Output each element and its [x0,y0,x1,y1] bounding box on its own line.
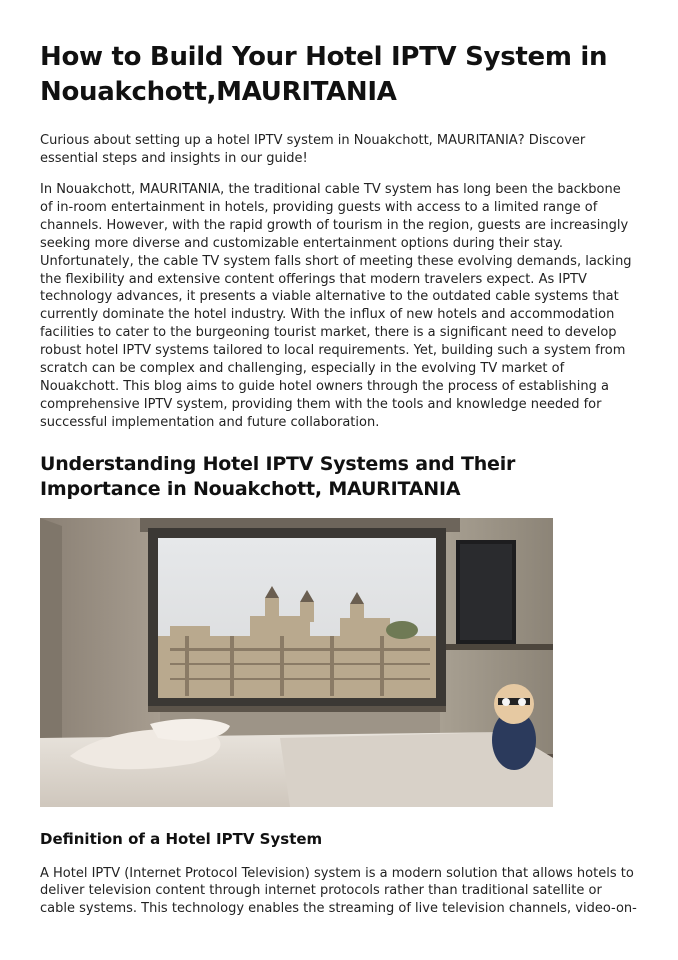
article-intro: Curious about setting up a hotel IPTV system in Nouakchott, MAURITANIA? Discover essential steps and insights in our guide! [40,133,586,166]
subsection-heading: Definition of a Hotel IPTV System [40,829,323,848]
subsection-paragraph: A Hotel IPTV (Internet Protocol Television) system is a modern solution that allows hotels to deliver television content through internet protocols rather than traditional satellite or cable systems. This technology enables the streaming of live television channels, video-on- [40,865,637,916]
article-title: How to Build Your Hotel IPTV System in Nouakchott,MAURITANIA [40,42,608,107]
section-heading: Understanding Hotel IPTV Systems and Their Importance in Nouakchott, MAURITANIA [40,452,516,500]
article-body-paragraph: In Nouakchott, MAURITANIA, the traditional cable TV system has long been the backbone of in-room entertainment in hotels, providing guests with access to a limited range of channels. However, with the rapid growth of tourism in the region, guests are increasingly seeking more diverse and customizable entertainment options during their stay. Unfortunately, the cable TV system falls short of meeting these evolving demands, lacking the flexibility and extensive content offerings that modern travelers expect. As IPTV technology advances, it presents a viable alternative to the outdated cable systems that currently dominate the hotel industry. With the influx of new hotels and accommodation facilities to cater to the burgeoning tourist market, there is a significant need to develop robust hotel IPTV systems tailored to local requirements. Yet, building such a system from scratch can be complex and challenging, especially in the evolving TV market of Nouakchott. This blog aims to guide hotel owners through the process of establishing a comprehensive IPTV system, providing them with the tools and knowledge needed for successful implementation and future collaboration. [40,182,632,430]
hotel-room-image [40,518,553,807]
